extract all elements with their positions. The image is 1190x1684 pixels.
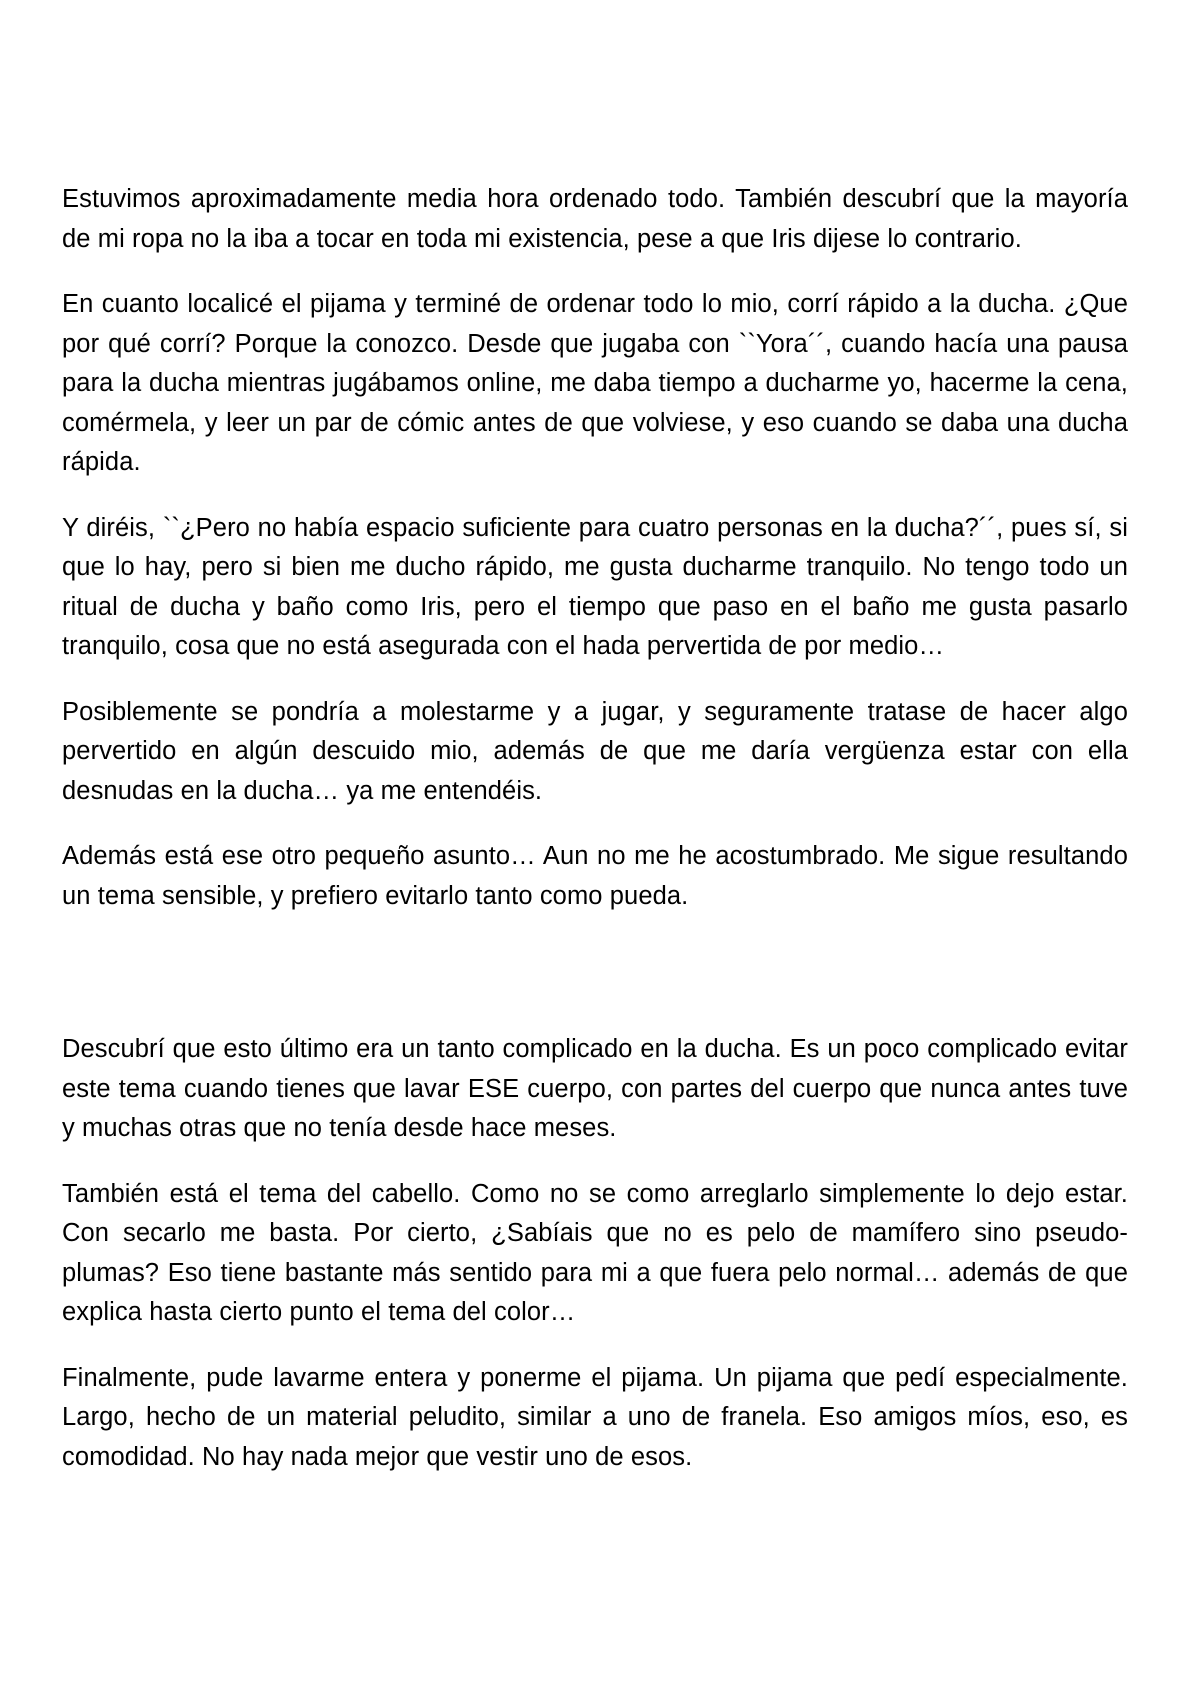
paragraph-7: También está el tema del cabello. Como no se como arreglarlo simplemente lo dejo estar. Con secarlo me basta. Por cierto, ¿Sabíais que no es pelo de mamífero sino pseudo-plumas? Eso tiene bastante más sentido para mi a que fuera pelo normal… además de que explica hasta cierto punto el tema del color… [62, 1179, 1128, 1326]
paragraph-3: Y diréis, ``¿Pero no había espacio suficiente para cuatro personas en la ducha?´´, pues sí, si que lo hay, pero si bien me ducho rápido, me gusta ducharme tranquilo. No tengo todo un ritual de ducha y baño como Iris, pero el tiempo que paso en el baño me gusta pasarlo tranquilo, cosa que no está asegurada con el hada pervertida de por medio… [62, 513, 1128, 660]
paragraph-6: Descubrí que esto último era un tanto complicado en la ducha. Es un poco complicado evitar este tema cuando tienes que lavar ESE cuerpo, con partes del cuerpo que nunca antes tuve y muchas otras que no tenía desde hace meses. [62, 1035, 1128, 1142]
paragraph-1: Estuvimos aproximadamente media hora ordenado todo. También descubrí que la mayoría de mi ropa no la iba a tocar en toda mi existencia, pese a que Iris dijese lo contrario. [62, 185, 1128, 253]
paragraph-5: Además está ese otro pequeño asunto… Aun no me he acostumbrado. Me sigue resultando un tema sensible, y prefiero evitarlo tanto como pueda. [62, 842, 1128, 910]
document-page [62, 180, 1128, 1503]
paragraph-2: En cuanto localicé el pijama y terminé de ordenar todo lo mio, corrí rápido a la ducha. ¿Que por qué corrí? Porque la conozco. Desde que jugaba con ``Yora´´, cuando hacía una pausa para la ducha mientras jugábamos online, me daba tiempo a ducharme yo, hacerme la cena, comérmela, y leer un par de cómic antes de que volviese, y eso cuando se daba una ducha rápida. [62, 290, 1128, 476]
paragraph-4: Posiblemente se pondría a molestarme y a jugar, y seguramente tratase de hacer algo pervertido en algún descuido mio, además de que me daría vergüenza estar con ella desnudas en la ducha… ya me entendéis. [62, 697, 1128, 805]
paragraph-8: Finalmente, pude lavarme entera y ponerme el pijama. Un pijama que pedí especialmente. Largo, hecho de un material peludito, similar a uno de franela. Eso amigos míos, eso, es comodidad. No hay nada mejor que vestir uno de esos. [62, 1363, 1128, 1471]
